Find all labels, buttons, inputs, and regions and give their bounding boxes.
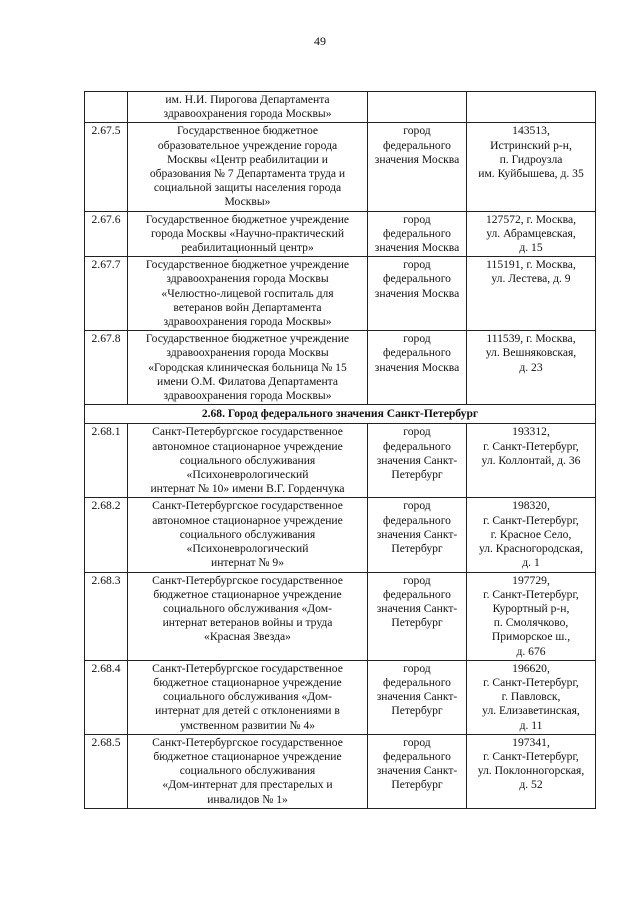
section-title: 2.68. Город федерального значения Санкт-Петербург [85,405,596,424]
federal-subject: город федерального значения Санкт- Петербург [368,498,467,572]
postal-address: 111539, г. Москва, ул. Вешняковская, д. 23 [467,331,596,405]
entry-number: 2.68.3 [85,572,128,660]
postal-address: 196620, г. Санкт-Петербург, г. Павловск, ул. Елизаветинская, д. 11 [467,660,596,734]
federal-subject [368,92,467,123]
entry-number: 2.67.6 [85,211,128,257]
institution-name: Санкт-Петербургское государственное бюджетное стационарное учреждение социального обслуживания «Дом-интернат для престарелых и инвалидов № 1» [128,734,368,808]
table-row [85,734,596,808]
table-row [85,572,596,660]
postal-address: 193312, г. Санкт-Петербург, ул. Коллонтай, д. 36 [467,424,596,498]
postal-address: 197729, г. Санкт-Петербург, Курортный р-н, п. Смолячково, Приморское ш., д. 676 [467,572,596,660]
entry-number: 2.67.8 [85,331,128,405]
federal-subject: город федерального значения Москва [368,123,467,211]
entry-number: 2.68.4 [85,660,128,734]
page-number: 49 [314,34,326,48]
postal-address: 197341, г. Санкт-Петербург, ул. Поклонногорская, д. 52 [467,734,596,808]
institutions-table [84,91,596,809]
institution-name: Государственное бюджетное учреждение здравоохранения города Москвы «Челюстно-лицевой госпиталь для ветеранов войн Департамента здравоохранения города Москвы» [128,257,368,331]
institution-name: Санкт-Петербургское государственное бюджетное стационарное учреждение социального обслуживания «Дом- интернат ветеранов войны и труда «Красная Звезда» [128,572,368,660]
entry-number: 2.67.5 [85,123,128,211]
federal-subject: город федерального значения Москва [368,331,467,405]
institutions-table-body [85,92,596,809]
table-row [85,498,596,572]
institution-name: Государственное бюджетное учреждение города Москвы «Научно-практический реабилитационный центр» [128,211,368,257]
entry-number: 2.68.1 [85,424,128,498]
institution-name: Санкт-Петербургское государственное бюджетное стационарное учреждение социального обслуживания «Дом- интернат для детей с отклонениями в умственном развитии № 4» [128,660,368,734]
federal-subject: город федерального значения Москва [368,211,467,257]
postal-address: 115191, г. Москва, ул. Лестева, д. 9 [467,257,596,331]
entry-number: 2.68.5 [85,734,128,808]
federal-subject: город федерального значения Санкт- Петербург [368,424,467,498]
institution-name: Санкт-Петербургское государственное автономное стационарное учреждение социального обслуживания «Психоневрологический интернат № 10» имени В.Г. Горденчука [128,424,368,498]
table-row [85,660,596,734]
institution-name: Санкт-Петербургское государственное автономное стационарное учреждение социального обслуживания «Психоневрологический интернат № 9» [128,498,368,572]
table-row [85,424,596,498]
table-row [85,257,596,331]
federal-subject: город федерального значения Санкт- Петербург [368,734,467,808]
section-header-row [85,405,596,424]
postal-address: 198320, г. Санкт-Петербург, г. Красное Село, ул. Красногородская, д. 1 [467,498,596,572]
table-row [85,123,596,211]
institution-name: Государственное бюджетное образовательное учреждение города Москвы «Центр реабилитации и образования № 7 Департамента труда и социальной защиты населения города Москвы» [128,123,368,211]
institution-name: Государственное бюджетное учреждение здравоохранения города Москвы «Городская клиническая больница № 15 имени О.М. Филатова Департамента здравоохранения города Москвы» [128,331,368,405]
entry-number: 2.68.2 [85,498,128,572]
entry-number [85,92,128,123]
federal-subject: город федерального значения Санкт- Петербург [368,572,467,660]
entry-number: 2.67.7 [85,257,128,331]
postal-address: 143513, Истринский р-н, п. Гидроузла им. Куйбышева, д. 35 [467,123,596,211]
table-row [85,92,596,123]
federal-subject: город федерального значения Санкт- Петербург [368,660,467,734]
postal-address [467,92,596,123]
table-row [85,211,596,257]
institution-name: им. Н.И. Пирогова Департамента здравоохранения города Москвы» [128,92,368,123]
postal-address: 127572, г. Москва, ул. Абрамцевская, д. 15 [467,211,596,257]
federal-subject: город федерального значения Москва [368,257,467,331]
table-row [85,331,596,405]
